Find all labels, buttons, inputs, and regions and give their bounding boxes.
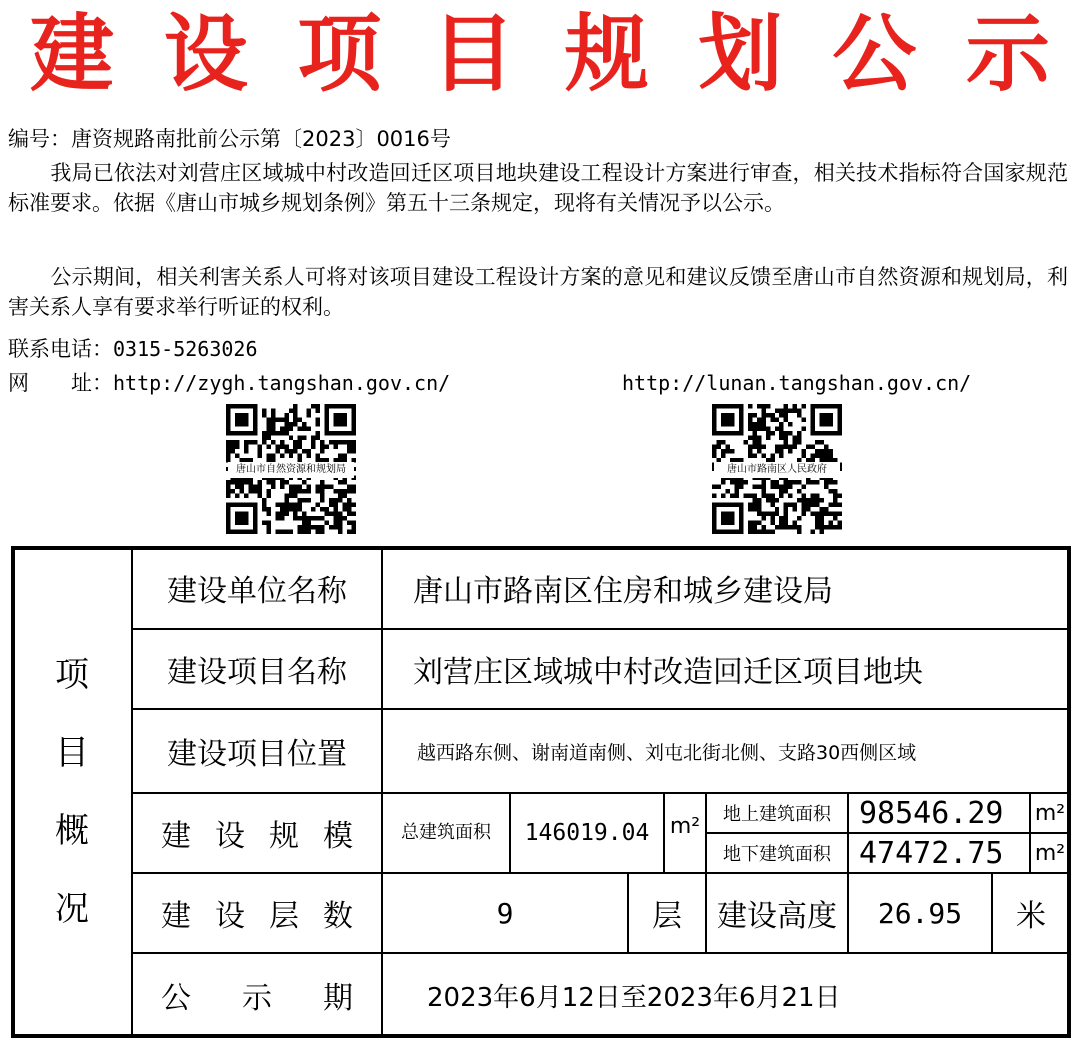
total-area-label: 总建筑面积: [381, 792, 511, 874]
qr-finder: [226, 404, 257, 435]
qr-finder: [712, 503, 743, 534]
period-value: 2023年6月12日至2023年6月21日: [381, 952, 1071, 1038]
website-link-1[interactable]: http://zygh.tangshan.gov.cn/: [113, 371, 451, 395]
floors-char: 建: [161, 899, 191, 934]
name-value: 刘营庄区域城中村改造回迁区项目地块: [381, 628, 1071, 710]
period-char: 公: [161, 981, 191, 1016]
floors-char: 数: [323, 899, 353, 934]
qr-finder: [325, 404, 356, 435]
below-area-value: 47472.75: [847, 832, 1031, 874]
qr-label: 唐山市自然资源和规划局: [228, 462, 354, 478]
floors-value: 9: [381, 872, 629, 954]
section-char: 况: [55, 889, 89, 929]
paragraph-hearing: 公示期间，相关利害关系人可将对该项目建设工程设计方案的意见和建议反馈至唐山市自然资源和规划局，利害关系人享有要求举行听证的权利。: [8, 265, 1068, 319]
height-value: 26.95: [847, 872, 993, 954]
unit-value: 唐山市路南区住房和城乡建设局: [381, 546, 1071, 630]
title-char: 建: [30, 4, 115, 103]
section-char: 概: [55, 811, 89, 851]
qr-code-icon[interactable]: [712, 404, 842, 534]
title-char: 项: [297, 4, 382, 103]
contact-label: 联系电话：: [8, 337, 113, 361]
section-char: 目: [55, 733, 89, 773]
total-area-unit: m²: [663, 792, 707, 874]
page-title: [0, 4, 1080, 104]
section-char: 项: [55, 655, 89, 695]
period-char: 期: [323, 981, 353, 1016]
contact-phone: 0315-5263026: [113, 337, 258, 361]
height-unit: 米: [991, 872, 1071, 954]
title-char: 公: [832, 4, 917, 103]
period-char: 示: [242, 981, 272, 1016]
contact-line: [8, 334, 258, 364]
project-overview-table: [11, 546, 1071, 1038]
title-char: 设: [163, 4, 248, 103]
scale-char: 设: [215, 819, 245, 854]
table-border: [11, 546, 1071, 1038]
qr-finder: [712, 404, 743, 435]
floors-unit: 层: [627, 872, 707, 954]
title-char: 划: [698, 4, 783, 103]
qr-finder: [811, 404, 842, 435]
qr-label: 唐山市路南区人民政府: [714, 462, 840, 478]
below-area-label: 地下建筑面积: [705, 832, 849, 874]
website-line-2: [622, 368, 971, 398]
website-label: 网 址：: [8, 371, 113, 395]
location-value: 越西路东侧、谢南道南侧、刘屯北街北侧、支路30西侧区域: [381, 708, 1071, 794]
qr-code-icon[interactable]: [226, 404, 356, 534]
scale-char: 规: [269, 819, 299, 854]
website-line: [8, 368, 450, 398]
total-area-value: 146019.04: [509, 792, 665, 874]
website-link-2[interactable]: http://lunan.tangshan.gov.cn/: [622, 371, 972, 395]
height-label: 建设高度: [705, 872, 849, 954]
qr-finder: [226, 503, 257, 534]
title-char: 规: [564, 4, 649, 103]
serial-number: 编号：唐资规路南批前公示第〔2023〕0016号: [8, 127, 451, 151]
title-char: 示: [965, 4, 1050, 103]
floors-char: 层: [269, 899, 299, 934]
below-area-unit: m²: [1029, 832, 1071, 874]
title-char: 目: [431, 4, 516, 103]
scale-char: 模: [323, 819, 353, 854]
floors-char: 设: [215, 899, 245, 934]
above-area-unit: m²: [1029, 792, 1071, 834]
above-area-label: 地上建筑面积: [705, 792, 849, 834]
name-label: 建设项目名称: [131, 628, 383, 710]
above-area-value: 98546.29: [847, 792, 1031, 834]
location-label: 建设项目位置: [131, 708, 383, 794]
paragraph-review: 我局已依法对刘营庄区域城中村改造回迁区项目地块建设工程设计方案进行审查，相关技术指标符合国家规范标准要求。依据《唐山市城乡规划条例》第五十三条规定，现将有关情况予以公示。: [8, 161, 1068, 215]
unit-label: 建设单位名称: [131, 546, 383, 630]
scale-char: 建: [161, 819, 191, 854]
